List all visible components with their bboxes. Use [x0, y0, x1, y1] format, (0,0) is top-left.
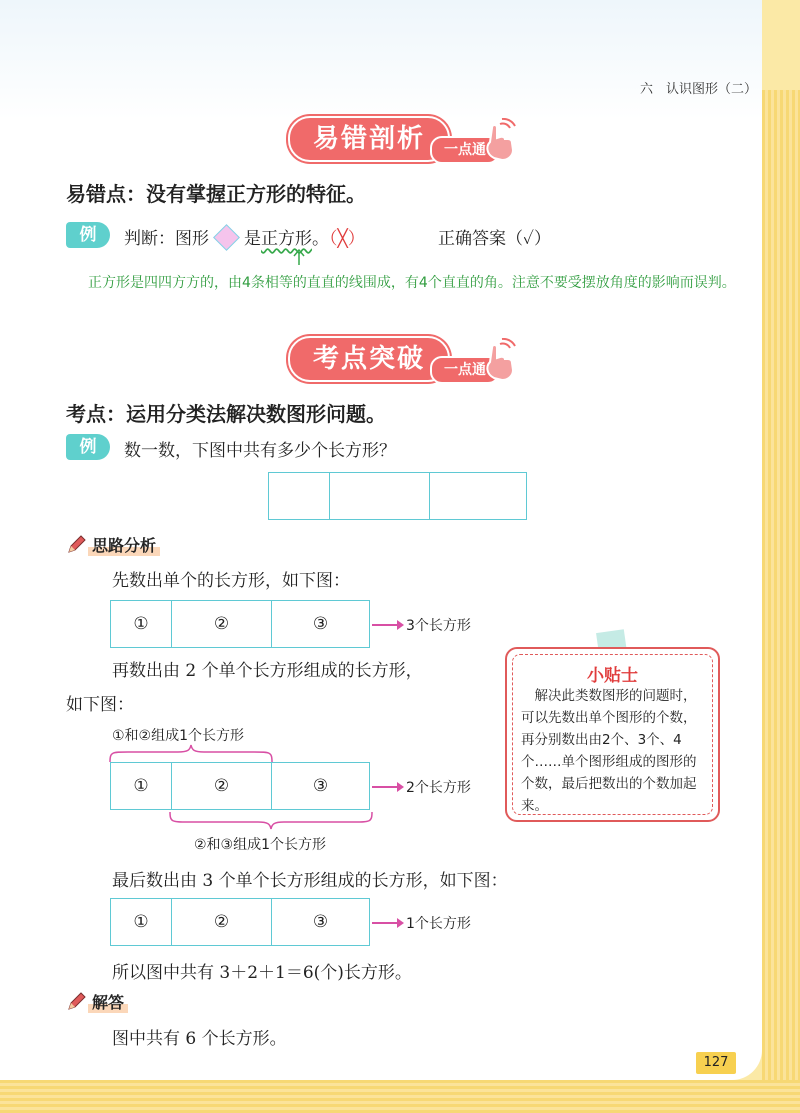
figure-cell [329, 473, 429, 519]
brace-top [108, 744, 274, 764]
figure-cell-1: ① [133, 614, 149, 634]
figure-cell-3: ③ [271, 763, 369, 809]
single-rectangles-figure [110, 600, 370, 648]
count-note-2 [372, 777, 471, 797]
answer-label-text: 解答 [88, 990, 128, 1013]
banner-title: 易错剖析 [288, 116, 450, 162]
pointing-hand-icon [480, 338, 520, 382]
rotated-square-shape [213, 224, 240, 251]
page-edge-stack [762, 90, 800, 1113]
figure-cell [269, 473, 329, 519]
brace-bottom [168, 810, 374, 830]
analysis-label-text: 思路分析 [88, 533, 160, 556]
key-point-heading: 考点：运用分类法解决数图形问题。 [66, 402, 386, 426]
analysis-step-3: 最后数出由 3 个单个长方形组成的长方形，如下图： [112, 871, 508, 891]
pointing-hand-icon [480, 118, 520, 162]
pencil-icon [66, 990, 88, 1012]
count-note-1-text: 3个长方形 [406, 618, 471, 634]
example-2-question: 数一数，下图中共有多少个长方形？ [124, 441, 396, 461]
figure-cell-2: ② [171, 601, 271, 647]
example-tag-1: 例 [66, 222, 110, 248]
answer-label [66, 990, 128, 1012]
judge-underlined: 正方形 [261, 229, 312, 249]
tip-box [505, 647, 720, 822]
error-point-heading: 易错点：没有掌握正方形的特征。 [66, 182, 366, 206]
judge-end: 。 [312, 229, 329, 249]
tip-body: 解决此类数图形的问题时，可以先数出单个图形的个数，再分别数出由2个、3个、4个……单个图形组成的图形的个数，最后把数出的个数加起来。 [521, 688, 697, 814]
figure-cell-2: ② [171, 763, 271, 809]
arrow-right-icon [372, 922, 402, 924]
pair-rectangles-figure [110, 762, 370, 810]
banner-subtitle: 一点通 [430, 136, 500, 164]
answer-text: 图中共有 6 个长方形。 [112, 1029, 287, 1049]
page-number: 127 [696, 1052, 736, 1074]
judge-answer-wrong: （╳） [329, 229, 365, 249]
triple-rectangles-figure [110, 898, 370, 946]
judge-mid: 是 [244, 229, 261, 249]
analysis-step-2-line-1: 再数出由 2 个单个长方形组成的长方形， [112, 661, 423, 681]
brace-bottom-label: ②和③组成1个长方形 [194, 837, 327, 853]
brace-top-label: ①和②组成1个长方形 [112, 728, 245, 744]
page-bottom-stack [0, 1080, 800, 1113]
figure-cell [429, 473, 526, 519]
tip-title: 小贴士 [587, 666, 638, 686]
figure-cell-3: ③ [271, 899, 369, 945]
banner-title: 考点突破 [288, 336, 450, 382]
pencil-icon [66, 533, 88, 555]
judge-prefix: 判断：图形 [124, 229, 209, 249]
banner-key-point [280, 334, 530, 384]
figure-cell-1: ① [133, 776, 149, 796]
figure-cell-1: ① [133, 912, 149, 932]
arrow-right-icon [372, 786, 402, 788]
correct-answer: 正确答案（✓） [438, 229, 551, 249]
analysis-step-2-line-2: 如下图： [66, 695, 134, 715]
analysis-step-1: 先数出单个的长方形，如下图： [112, 571, 350, 591]
arrow-right-icon [372, 624, 402, 626]
count-note-3 [372, 913, 471, 933]
figure-cell-2: ② [171, 899, 271, 945]
green-explanation-note: 正方形是四四方方的，由4条相等的直直的线围成，有4个直直的角。注意不要受摆放角度的影响而误判。 [88, 275, 736, 291]
banner-error-analysis [280, 114, 530, 164]
analysis-conclusion: 所以图中共有 3＋2＋1＝6(个)长方形。 [112, 963, 412, 983]
running-head: 六 认识图形（二） [640, 82, 758, 97]
figure-cell-3: ③ [271, 601, 369, 647]
example-tag-2: 例 [66, 434, 110, 460]
question-rectangle-figure [268, 472, 527, 520]
count-note-1 [372, 615, 471, 635]
up-arrow-icon [292, 248, 306, 266]
example-1-statement [124, 224, 365, 249]
analysis-label [66, 533, 160, 555]
count-note-2-text: 2个长方形 [406, 780, 471, 796]
banner-subtitle: 一点通 [430, 356, 500, 384]
count-note-3-text: 1个长方形 [406, 916, 471, 932]
